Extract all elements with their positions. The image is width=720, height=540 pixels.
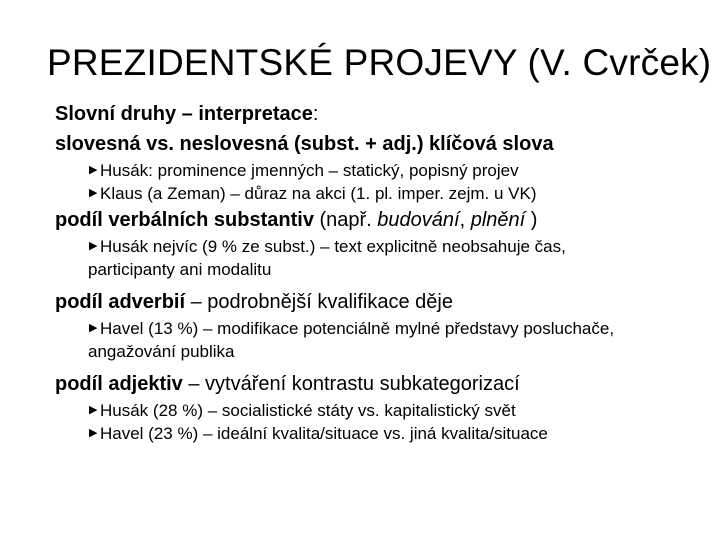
bullet-husak-verbal (55, 235, 648, 281)
keywords-line (55, 129, 715, 159)
bullet-husak-adjectives (55, 399, 648, 422)
section-heading: podíl verbálních substantiv (55, 209, 314, 231)
intro-colon: : (312, 103, 319, 125)
slide-title: PREZIDENTSKÉ PROJEVY (V. Cvrček) (47, 42, 712, 83)
bullet-triangle-icon: ▶ (89, 240, 98, 252)
bullet-husak-static (55, 159, 648, 182)
bullet-text: Husák: prominence jmenných – statický, popisný projev (100, 161, 519, 180)
slide-body (55, 99, 715, 445)
intro-label: Slovní druhy – interpretace (55, 103, 313, 125)
section-heading-end: ) (525, 209, 538, 231)
section-adjectives (55, 369, 715, 399)
bullet-klaus-action (55, 182, 648, 205)
section-heading-rest: – podrobnější kvalifikace děje (185, 291, 453, 313)
bullet-text: Husák nejvíc (9 % ze subst.) – text explicitně neobsahuje čas, participanty ani modalitu (88, 237, 566, 279)
bullet-text: Klaus (a Zeman) – důraz na akci (1. pl. imper. zejm. u VK) (100, 184, 537, 203)
section-heading-rest: (např. (313, 209, 378, 231)
section-verbal-substantives (55, 205, 715, 235)
example-plneni: plnění (470, 209, 526, 231)
bullet-text: Havel (23 %) – ideální kvalita/situace vs. jiná kvalita/situace (100, 424, 548, 443)
section-heading: podíl adjektiv (55, 373, 183, 395)
section-heading-rest: – vytváření kontrastu subkategorizací (182, 373, 520, 395)
bullet-triangle-icon: ▶ (89, 187, 98, 199)
bullet-triangle-icon: ▶ (89, 164, 98, 176)
example-separator: , (459, 209, 471, 231)
intro-line (55, 99, 715, 129)
keywords-text: slovesná vs. neslovesná (subst. + adj.) klíčová slova (55, 133, 554, 155)
section-adverbs (55, 287, 715, 317)
section-heading: podíl adverbií (55, 291, 186, 313)
bullet-text: Husák (28 %) – socialistické státy vs. kapitalistický svět (100, 401, 516, 420)
bullet-havel-adjectives (55, 422, 648, 445)
bullet-triangle-icon: ▶ (89, 404, 98, 416)
bullet-triangle-icon: ▶ (89, 322, 98, 334)
bullet-text: Havel (13 %) – modifikace potenciálně mylné představy posluchače, angažování publika (88, 319, 615, 361)
bullet-triangle-icon: ▶ (89, 427, 98, 439)
bullet-havel-adverbs (55, 317, 648, 363)
example-budovani: budování (377, 209, 460, 231)
